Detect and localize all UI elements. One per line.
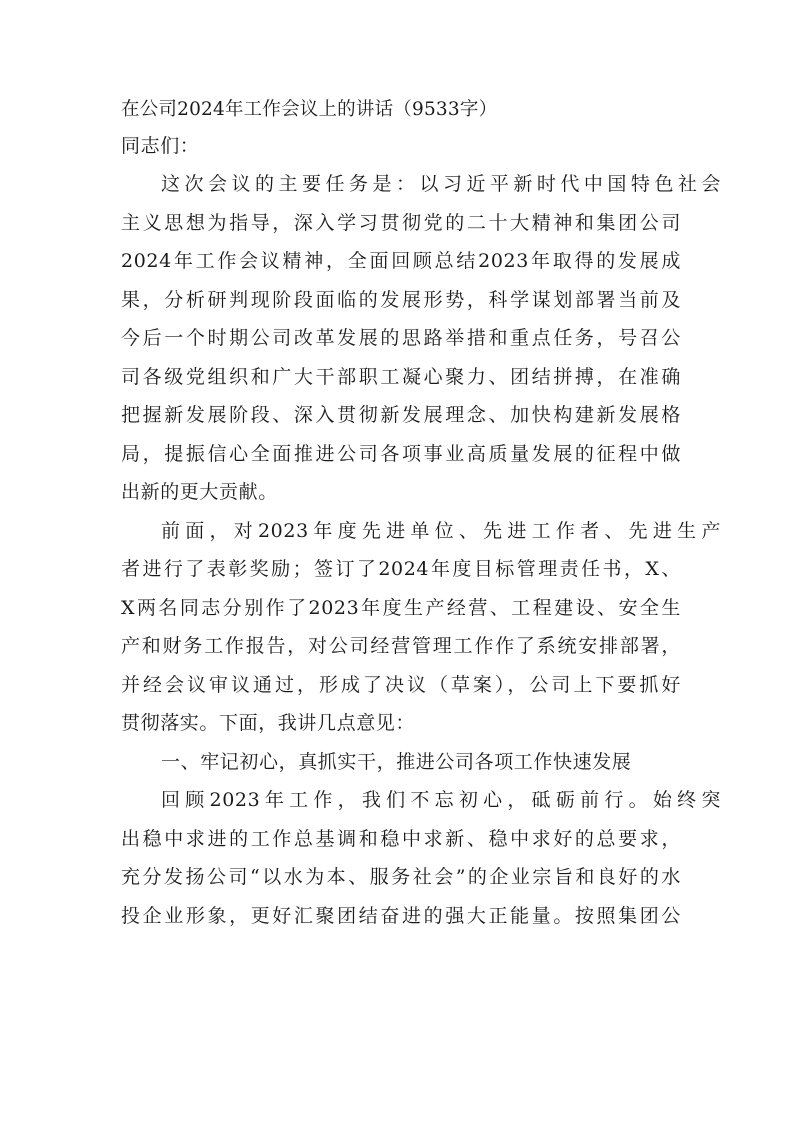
paragraph-line: 充分发扬公司“以水为本、服务社会”的企业宗旨和良好的水 [121, 866, 681, 888]
section-heading-line: 一、牢记初心，真抓实干，推进公司各项工作快速发展 [161, 750, 632, 773]
paragraph-line: 出稳中求进的工作总基调和稳中求新、稳中求好的总要求， [121, 827, 681, 850]
paragraph-line: 前面，对2023年度先进单位、先进工作者、先进生产 [161, 519, 721, 542]
paragraph [121, 781, 721, 935]
paragraph-line: 者进行了表彰奖励；签订了2024年度目标管理责任书，X、 [121, 558, 681, 580]
paragraph [121, 512, 721, 743]
paragraph-line: 主义思想为指导，深入学习贯彻党的二十大精神和集团公司 [121, 211, 681, 234]
document-body [121, 93, 721, 935]
section-heading [121, 743, 681, 782]
document-title: 在公司2024年工作会议上的讲话（9533字） [121, 99, 498, 120]
paragraph-line: 今后一个时期公司改革发展的思路举措和重点任务，号召公 [121, 327, 681, 349]
paragraph-line: 贯彻落实。下面，我讲几点意见： [121, 712, 416, 734]
paragraph-line: 回顾2023年工作，我们不忘初心，砥砺前行。始终突 [161, 789, 721, 811]
salutation: 同志们： [121, 135, 200, 157]
paragraph-line: 这次会议的主要任务是：以习近平新时代中国特色社会 [161, 173, 721, 195]
paragraph-line: 投企业形象，更好汇聚团结奋进的强大正能量。按照集团公 [121, 904, 681, 927]
paragraph-line: 把握新发展阶段、深入贯彻新发展理念、加快构建新发展格 [121, 404, 681, 426]
paragraph-line: 2024年工作会议精神，全面回顾总结2023年取得的发展成 [121, 250, 681, 272]
paragraph-line: X两名同志分别作了2023年度生产经营、工程建设、安全生 [121, 596, 681, 619]
paragraph-line: 出新的更大贡献。 [121, 481, 278, 503]
paragraph-line: 果，分析研判现阶段面临的发展形势，科学谋划部署当前及 [121, 288, 681, 311]
paragraph [121, 165, 721, 512]
paragraph-line: 并经会议审议通过，形成了决议（草案），公司上下要抓好 [121, 673, 681, 696]
paragraph-line: 产和财务工作报告，对公司经营管理工作作了系统安排部署， [121, 635, 681, 657]
paragraph-line: 局，提振信心全面推进公司各项事业高质量发展的征程中做 [121, 442, 681, 465]
paragraph-line: 司各级党组织和广大干部职工凝心聚力、团结拼搏，在准确 [121, 365, 681, 388]
